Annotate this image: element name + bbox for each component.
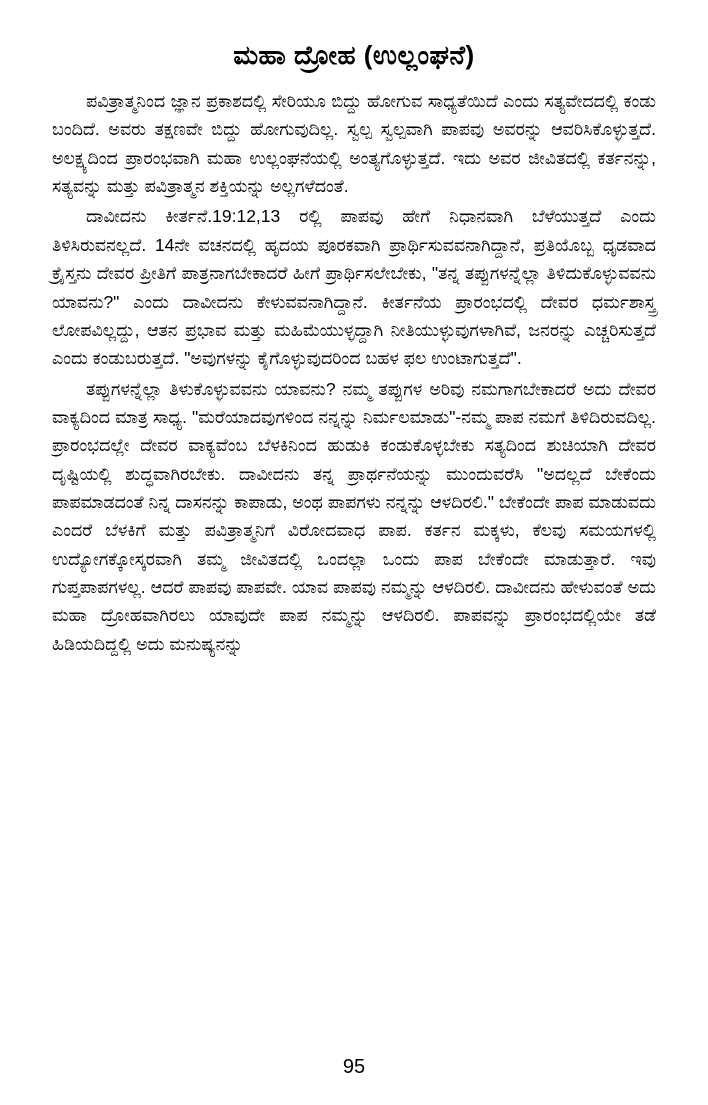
page-title: ಮಹಾ ದ್ರೋಹ (ಉಲ್ಲಂಘನೆ) bbox=[233, 40, 475, 70]
page-number: 95 bbox=[342, 1056, 366, 1078]
paragraph: ತಪ್ಪುಗಳನ್ನೆಲ್ಲಾ ತಿಳುಕೊಳ್ಳುವವನು ಯಾವನು? ನಮ್ಮ ತಪ್ಪುಗಳ ಅರಿವು ನಮಗಾಗಬೇಕಾದರೆ ಅದು ದೇವರ ವಾಕ್ಯದಿಂದ ಮಾತ್ರ ಸಾಧ್ಯ. "ಮರೆಯಾದವುಗಳಿಂದ ನನ್ನನ್ನು ನಿರ್ಮಲಮಾಡು"-ನಮ್ಮ ಪಾಪ ನಮಗೆ ತಿಳಿದಿರುವದಿಲ್ಲ. ಪ್ರಾರಂಭದಲ್ಲೇ ದೇವರ ವಾಕ್ಯವೆಂಬ ಬೆಳಕಿನಿಂದ ಹುಡುಕಿ ಕಂಡುಕೊಳ್ಳಬೇಕು ಸತ್ಯದಿಂದ ಶುಚಿಯಾಗಿ ದೇವರ ದೃಷ್ಟಿಯಲ್ಲಿ ಶುದ್ಧವಾಗಿರಬೇಕು. ದಾವೀದನು ತನ್ನ ಪ್ರಾರ್ಥನೆಯನ್ನು ಮುಂದುವರೆಸಿ "ಅದಲ್ಲದೆ ಬೇಕೆಂದು ಪಾಪಮಾಡದಂತೆ ನಿನ್ನ ದಾಸನನ್ನು ಕಾಪಾಡು, ಅಂಥ ಪಾಪಗಳು ನನ್ನನ್ನು ಆಳದಿರಲಿ." ಬೇಕೆಂದೇ ಪಾಪ ಮಾಡುವದು ಎಂದರೆ ಬೆಳಕಿಗೆ ಮತ್ತು ಪವಿತ್ರಾತ್ಮನಿಗೆ ವಿರೋದವಾಧ ಪಾಪ. ಕರ್ತನ ಮಕ್ಕಳು, ಕೆಲವು ಸಮಯಗಳಲ್ಲಿ ಉದ್ಯೋಗಕ್ಕೋಸ್ಕರವಾಗಿ ತಮ್ಮ ಜೀವಿತದಲ್ಲಿ ಒಂದಲ್ಲಾ ಒಂದು ಪಾಪ ಬೇಕೆಂದೇ ಮಾಡುತ್ತಾರೆ. ಇವು ಗುಪ್ತಪಾಪಗಳಲ್ಲ. ಆದರೆ ಪಾಪವು ಪಾಪವೇ. ಯಾವ ಪಾಪವು ನಮ್ಮನ್ನು ಆಳದಿರಲಿ. ದಾವೀದನು ಹೇಳುವಂತೆ ಅದು ಮಹಾ ದ್ರೋಹವಾಗಿರಲು ಯಾವುದೇ ಪಾಪ ನಮ್ಮನ್ನು ಆಳದಿರಲಿ. ಪಾಪವನ್ನು ಪ್ರಾರಂಭದಲ್ಲಿಯೇ ತಡೆ ಹಿಡಿಯದಿದ್ದಲ್ಲಿ ಅದು ಮನುಷ್ಯನನ್ನು bbox=[52, 378, 656, 654]
paragraph: ಪವಿತ್ರಾತ್ಮನಿಂದ ಜ್ಞಾನ ಪ್ರಕಾಶದಲ್ಲಿ ಸೇರಿಯೂ ಬಿದ್ದು ಹೋಗುವ ಸಾಧ್ಯತೆಯಿದೆ ಎಂದು ಸತ್ಯವೇದದಲ್ಲಿ ಕಂಡು ಬಂದಿದೆ. ಅವರು ತಕ್ಷಣವೇ ಬಿದ್ದು ಹೋಗುವುದಿಲ್ಲ. ಸ್ವಲ್ಪ ಸ್ವಲ್ಪವಾಗಿ ಪಾಪವು ಅವರನ್ನು ಆವರಿಸಿಕೊಳ್ಳುತ್ತದೆ. ಅಲಕ್ಷ್ಯದಿಂದ ಪ್ರಾರಂಭವಾಗಿ ಮಹಾ ಉಲ್ಲಂಘನೆಯಲ್ಲಿ ಅಂತ್ಯಗೊಳ್ಳುತ್ತದೆ. ಇದು ಅವರ ಜೀವಿತದಲ್ಲಿ ಕರ್ತನನ್ನು, ಸತ್ಯವನ್ನು ಮತ್ತು ಪವಿತ್ರಾತ್ಮನ ಶಕ್ತಿಯನ್ನು ಅಲ್ಲಗಳೆದಂತೆ. bbox=[52, 91, 656, 197]
paragraph: ದಾವೀದನು ಕೀರ್ತನೆ.19:12,13 ರಲ್ಲಿ ಪಾಪವು ಹೇಗೆ ನಿಧಾನವಾಗಿ ಬೆಳೆಯುತ್ತದೆ ಎಂದು ತಿಳಿಸಿರುವನಲ್ಲದೆ. 14ನೇ ವಚನದಲ್ಲಿ ಹೃದಯ ಪೂರಕವಾಗಿ ಪ್ರಾರ್ಥಿಸುವವನಾಗಿದ್ದಾನೆ, ಪ್ರತಿಯೊಬ್ಬ ಧೃಡವಾದ ಕ್ರೈಸ್ತನು ದೇವರ ಪ್ರೀತಿಗೆ ಪಾತ್ರನಾಗಬೇಕಾದರೆ ಹೀಗೆ ಪ್ರಾರ್ಥಿಸಲೇಬೇಕು, "ತನ್ನ ತಪ್ಪುಗಳನ್ನೆಲ್ಲಾ ತಿಳಿದುಕೊಳ್ಳುವವನು ಯಾವನು?" ಎಂದು ದಾವೀದನು ಕೇಳುವವನಾಗಿದ್ದಾನೆ. ಕೀರ್ತನೆಯ ಪ್ರಾರಂಭದಲ್ಲಿ ದೇವರ ಧರ್ಮಶಾಸ್ತ್ರ ಲೋಪವಿಲ್ಲದ್ದು, ಆತನ ಪ್ರಭಾವ ಮತ್ತು ಮಹಿಮೆಯುಳ್ಳದ್ದಾಗಿ ನೀತಿಯುಳ್ಳುವುಗಳಾಗಿವೆ, ಜನರನ್ನು ಎಚ್ಚರಿಸುತ್ತದೆ ಎಂದು ಕಂಡುಬರುತ್ತದೆ. "ಅವುಗಳನ್ನು ಕೈಗೊಳ್ಳುವುದರಿಂದ ಬಹಳ ಫಲ ಉಂಟಾಗುತ್ತದೆ". bbox=[52, 206, 656, 369]
page-body bbox=[52, 87, 656, 658]
